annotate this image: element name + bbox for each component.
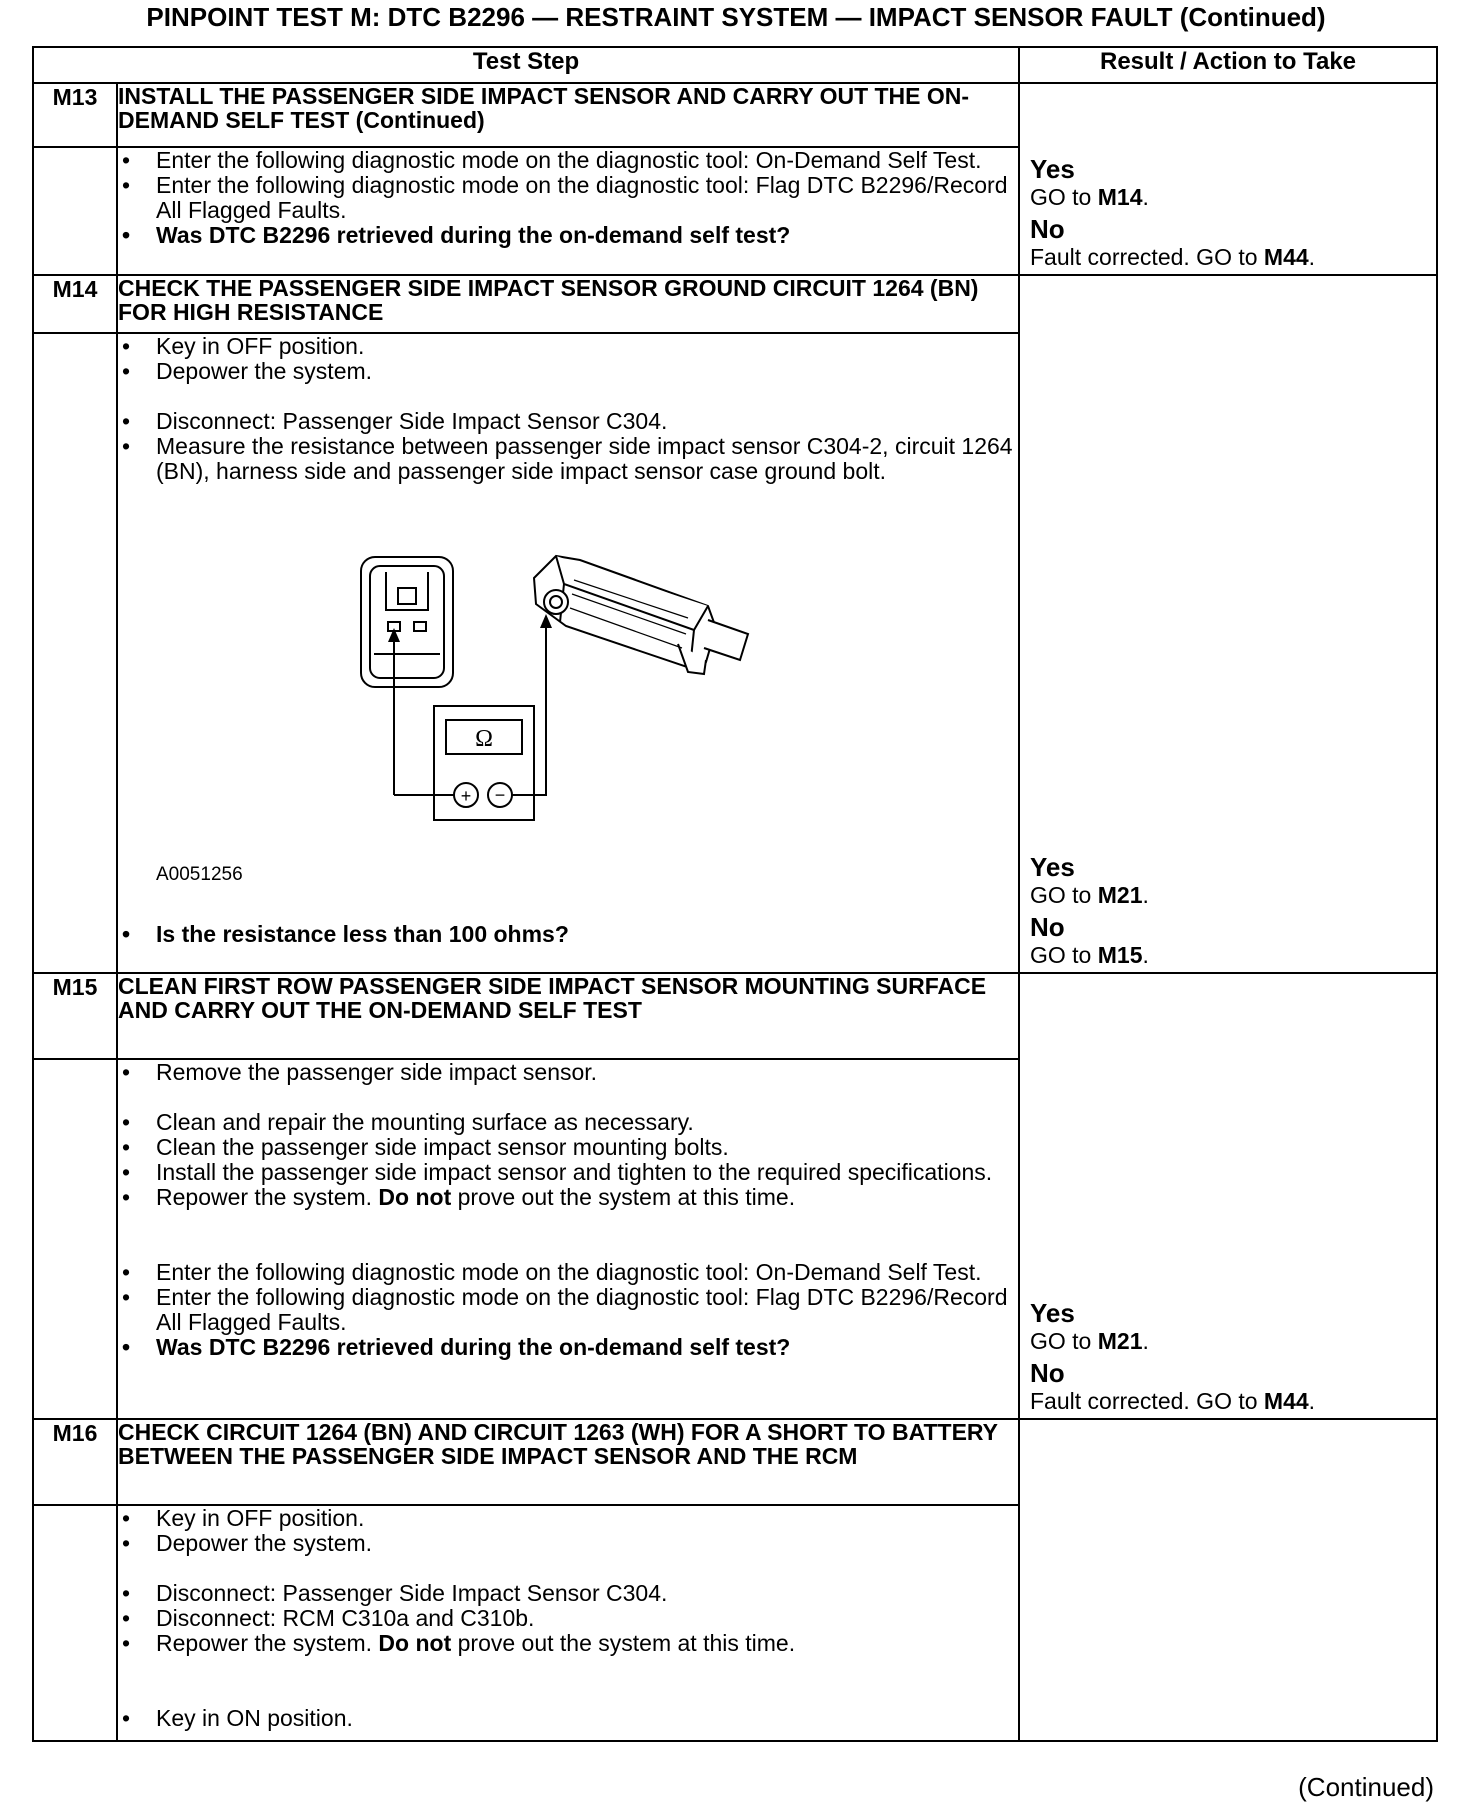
goto-link[interactable]: M44 xyxy=(1263,1388,1309,1414)
step-item: • Install the passenger side impact sensor and tighten to the required specifications. xyxy=(118,1160,1018,1185)
step-item: • Key in ON position. xyxy=(118,1706,1018,1731)
page-title: PINPOINT TEST M: DTC B2296 — RESTRAINT SYSTEM — IMPACT SENSOR FAULT (Continued) xyxy=(146,2,1326,32)
step-item: • Key in OFF position. xyxy=(118,1506,1018,1531)
step-item: • Measure the resistance between passenger side impact sensor C304-2, circuit 1264 (BN), harness side and passenger side impact sensor case ground bolt. xyxy=(118,434,1018,484)
repower-tail: prove out the system at this time. xyxy=(451,1630,796,1656)
step-body-m13 xyxy=(117,147,1019,275)
step-item: • Enter the following diagnostic mode on the diagnostic tool: On-Demand Self Test. xyxy=(118,1260,1018,1285)
repower-text: Repower the system. xyxy=(156,1630,379,1656)
step-item: • Clean the passenger side impact sensor mounting bolts. xyxy=(118,1135,1018,1160)
result-m16 xyxy=(1019,1419,1437,1741)
step-title-m16: CHECK CIRCUIT 1264 (BN) AND CIRCUIT 1263 (WH) FOR A SHORT TO BATTERY BETWEEN THE PASSENGER SIDE IMPACT SENSOR AND THE RCM xyxy=(117,1419,1019,1505)
step-item xyxy=(118,1185,1018,1210)
repower-tail: prove out the system at this time. xyxy=(451,1184,796,1210)
no-label: No xyxy=(1030,1358,1065,1388)
result-m13: Yes GO to M14. No Fault corrected. GO to M44. xyxy=(1019,83,1437,275)
resistance-measurement-figure xyxy=(118,484,1018,904)
step-title-m13: INSTALL THE PASSENGER SIDE IMPACT SENSOR AND CARRY OUT THE ON-DEMAND SELF TEST (Continued) xyxy=(117,83,1019,147)
step-question: • Was DTC B2296 retrieved during the on-demand self test? xyxy=(118,1335,1018,1360)
lead-arrow-icon xyxy=(388,614,552,642)
goto-link[interactable]: M14 xyxy=(1097,184,1143,210)
repower-emphasis: Do not xyxy=(378,1630,452,1656)
step-item: • Disconnect: Passenger Side Impact Sensor C304. xyxy=(118,409,1018,434)
step-question: • Is the resistance less than 100 ohms? xyxy=(118,922,1018,947)
empty-id-cell xyxy=(33,333,117,973)
result-m14: Yes GO to M21. No GO to M15. xyxy=(1019,275,1437,973)
empty-id-cell xyxy=(33,1059,117,1419)
step-question: • Was DTC B2296 retrieved during the on-demand self test? xyxy=(118,223,1018,248)
yes-label: Yes xyxy=(1030,154,1075,184)
yes-action: GO to xyxy=(1030,1328,1098,1354)
no-label: No xyxy=(1030,214,1065,244)
step-item: • Key in OFF position. xyxy=(118,334,1018,359)
step-item: • Enter the following diagnostic mode on the diagnostic tool: Flag DTC B2296/Record All Flagged Faults. xyxy=(118,1285,1018,1335)
step-item: • Depower the system. xyxy=(118,359,1018,384)
continued-label: (Continued) xyxy=(1298,1772,1434,1802)
plus-terminal: + xyxy=(460,786,472,806)
result-m15: Yes GO to M21. No Fault corrected. GO to M44. xyxy=(1019,973,1437,1419)
yes-label: Yes xyxy=(1030,852,1075,882)
step-item: • Enter the following diagnostic mode on the diagnostic tool: On-Demand Self Test. xyxy=(118,148,1018,173)
minus-terminal: − xyxy=(494,785,506,805)
step-item xyxy=(118,1631,1018,1656)
ohmmeter-icon xyxy=(434,706,534,820)
yes-action: GO to xyxy=(1030,882,1098,908)
yes-label: Yes xyxy=(1030,1298,1075,1328)
repower-emphasis: Do not xyxy=(378,1184,452,1210)
step-item: • Disconnect: RCM C310a and C310b. xyxy=(118,1606,1018,1631)
ohm-symbol: Ω xyxy=(475,726,493,752)
step-id-m14: M14 xyxy=(33,275,117,333)
empty-id-cell xyxy=(33,1505,117,1741)
wiring-diagram xyxy=(208,544,768,844)
step-item: • Clean and repair the mounting surface as necessary. xyxy=(118,1110,1018,1135)
step-item: • Enter the following diagnostic mode on the diagnostic tool: Flag DTC B2296/Record All Flagged Faults. xyxy=(118,173,1018,223)
step-id-m15: M15 xyxy=(33,973,117,1059)
connector-c304-icon xyxy=(361,557,453,687)
figure-code: A0051256 xyxy=(156,864,243,885)
step-item: • Disconnect: Passenger Side Impact Sensor C304. xyxy=(118,1581,1018,1606)
step-body-m15 xyxy=(117,1059,1019,1419)
goto-link[interactable]: M15 xyxy=(1097,942,1143,968)
step-title-m14: CHECK THE PASSENGER SIDE IMPACT SENSOR GROUND CIRCUIT 1264 (BN) FOR HIGH RESISTANCE xyxy=(117,275,1019,333)
impact-sensor-icon xyxy=(534,556,748,674)
step-title-m15: CLEAN FIRST ROW PASSENGER SIDE IMPACT SENSOR MOUNTING SURFACE AND CARRY OUT THE ON-DEMAND SELF TEST xyxy=(117,973,1019,1059)
goto-link[interactable]: M21 xyxy=(1097,1328,1143,1354)
repower-text: Repower the system. xyxy=(156,1184,379,1210)
empty-id-cell xyxy=(33,147,117,275)
step-id-m13: M13 xyxy=(33,83,117,147)
step-item: • Remove the passenger side impact sensor. xyxy=(118,1060,1018,1085)
step-item: • Depower the system. xyxy=(118,1531,1018,1556)
goto-link[interactable]: M44 xyxy=(1263,244,1309,270)
no-label: No xyxy=(1030,912,1065,942)
test-leads xyxy=(394,626,546,795)
header-test-step: Test Step xyxy=(33,47,1019,83)
pinpoint-test-table xyxy=(32,46,1438,1742)
step-id-m16: M16 xyxy=(33,1419,117,1505)
no-action: Fault corrected. GO to xyxy=(1030,1388,1264,1414)
header-result: Result / Action to Take xyxy=(1019,47,1437,83)
step-body-m16 xyxy=(117,1505,1019,1741)
goto-link[interactable]: M21 xyxy=(1097,882,1143,908)
no-action: Fault corrected. GO to xyxy=(1030,244,1264,270)
yes-action: GO to xyxy=(1030,184,1098,210)
no-action: GO to xyxy=(1030,942,1098,968)
step-body-m14 xyxy=(117,333,1019,973)
